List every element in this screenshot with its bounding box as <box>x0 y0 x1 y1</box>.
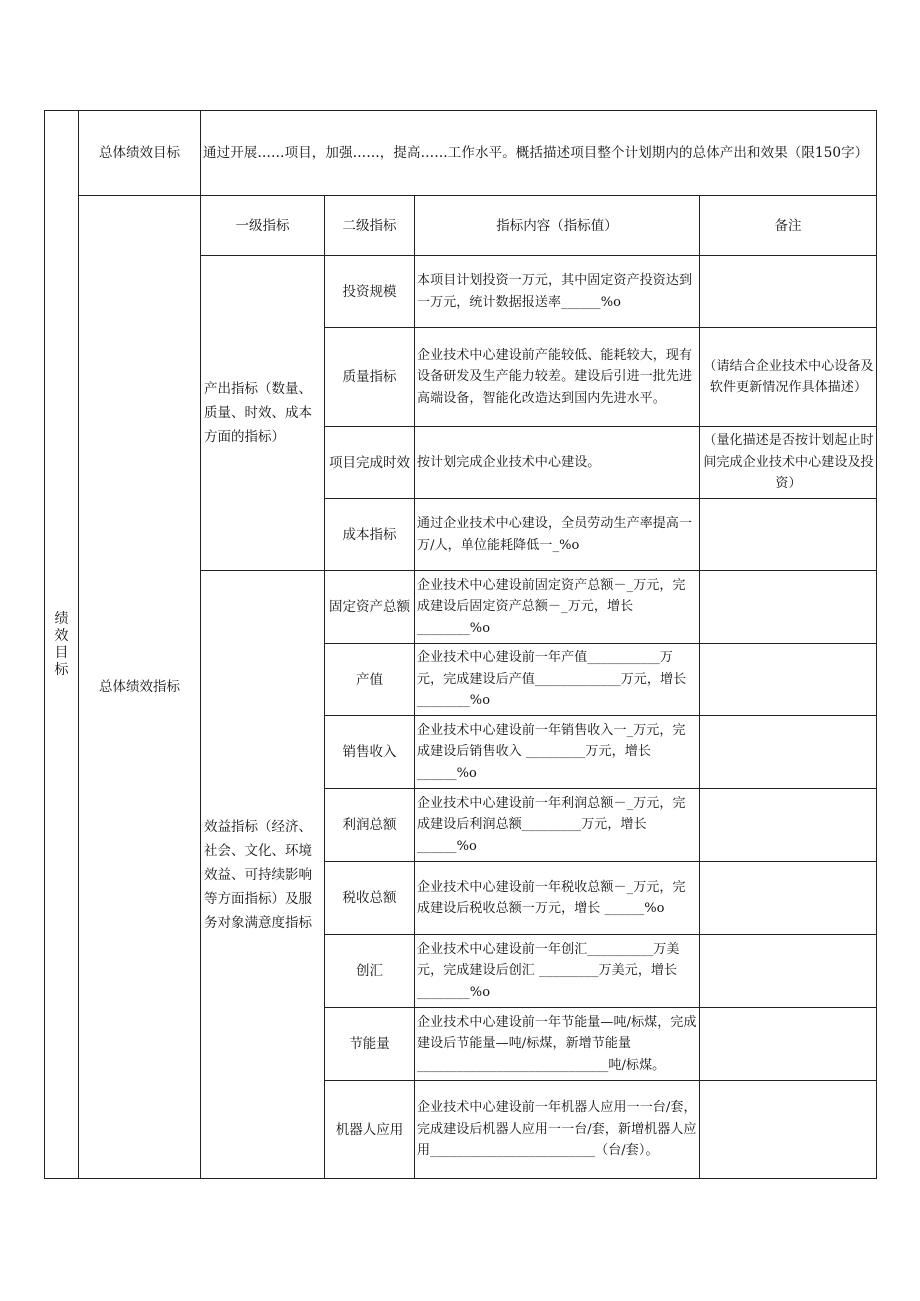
row-name: 创汇 <box>356 963 383 979</box>
row-name: 节能量 <box>349 1036 390 1052</box>
row-content: 企业技术中心建设前一年利润总额－_万元，完成建设后利润总额_________万元，增长 ______%o <box>417 795 686 854</box>
row-remark: （请结合企业技术中心设备及软件更新情况作具体描述） <box>703 358 874 395</box>
table-border-bottom <box>44 1178 877 1179</box>
row-name: 利润总额 <box>342 817 397 833</box>
row-content: 企业技术中心建设前一年产值___________万元，完成建设后产值_____________万元，增长________%o <box>417 650 687 709</box>
output-group-label: 产出指标（数量、质量、时效、成本方面的指标） <box>204 381 312 445</box>
header-level1: 一级指标 <box>235 217 290 234</box>
row-remark <box>702 571 874 643</box>
row-content: 本项目计划投资一万元，其中固定资产投资达到一万元，统计数据报送率______%o <box>417 273 693 310</box>
row-name: 销售收入 <box>342 744 397 760</box>
row-content: 企业技术中心建设前一年创汇__________万美元，完成建设后创汇 _________万美元，增长________%o <box>417 941 680 1000</box>
row-content: 企业技术中心建设前一年税收总额－_万元，完成建设后税收总额一万元，增长 ______%o <box>417 879 686 916</box>
row-name: 质量指标 <box>342 369 397 385</box>
grid-line <box>414 195 415 1179</box>
overall-goal-text: 通过开展……项目，加强……，提高……工作水平。概括描述项目整个计划期内的总体产出和效果（限150字） <box>203 144 869 161</box>
row-remark <box>702 256 874 327</box>
benefit-group-label: 效益指标（经济、社会、文化、环境效益、可持续影响等方面指标）及服务对象满意度指标 <box>204 818 312 931</box>
row-content: 通过企业技术中心建设，全员劳动生产率提高一万/人，单位能耗降低一_%o <box>417 516 693 553</box>
row-remark <box>702 1081 874 1178</box>
row-remark <box>702 862 874 934</box>
header-content: 指标内容（指标值） <box>496 217 618 234</box>
row-content: 企业技术中心建设前一年节能量—吨/标煤，完成建设后节能量—吨/标煤，新增节能量_____________________________吨/标煤。 <box>417 1014 697 1073</box>
row-content: 企业技术中心建设前固定资产总额－_万元，完成建设后固定资产总额－_万元，增长 ________%o <box>417 577 686 636</box>
row-name: 税收总额 <box>342 890 397 906</box>
row-name: 机器人应用 <box>335 1121 404 1138</box>
header-remarks: 备注 <box>774 217 802 234</box>
row-content: 企业技术中心建设前一年机器人应用一一台/套，完成建设后机器人应用一一台/套，新增机器人应用_________________________（台/套）。 <box>417 1100 697 1159</box>
row-remark <box>702 644 874 715</box>
row-remark <box>702 499 874 570</box>
row-name: 投资规模 <box>342 283 397 300</box>
header-level2: 二级指标 <box>342 217 397 234</box>
row-remark <box>702 716 874 788</box>
section-label: 绩效目标 <box>54 610 69 678</box>
row-content: 按计划完成企业技术中心建设。 <box>417 454 601 470</box>
row-remark: （量化描述是否按计划起止时间完成企业技术中心建设及投资） <box>703 433 874 492</box>
grid-line <box>699 195 700 1179</box>
row-name: 产值 <box>356 671 383 688</box>
table-border-right <box>876 110 877 1179</box>
row-remark <box>702 935 874 1007</box>
row-name: 项目完成时效 <box>329 454 410 471</box>
row-remark <box>702 789 874 861</box>
row-remark <box>702 1008 874 1080</box>
indicators-label: 总体绩效指标 <box>99 679 180 695</box>
row-name: 固定资产总额 <box>329 599 410 615</box>
grid-line <box>200 110 201 1179</box>
row-content: 企业技术中心建设前产能较低、能耗较大，现有设备研发及生产能力较差。建设后引进一批先进高端设备，智能化改造达到国内先进水平。 <box>417 347 693 406</box>
row-name: 成本指标 <box>342 526 397 543</box>
overall-goal-label: 总体绩效目标 <box>99 145 180 161</box>
row-content: 企业技术中心建设前一年销售收入一_万元，完成建设后销售收入 _________万元，增长 ______%o <box>417 722 686 781</box>
